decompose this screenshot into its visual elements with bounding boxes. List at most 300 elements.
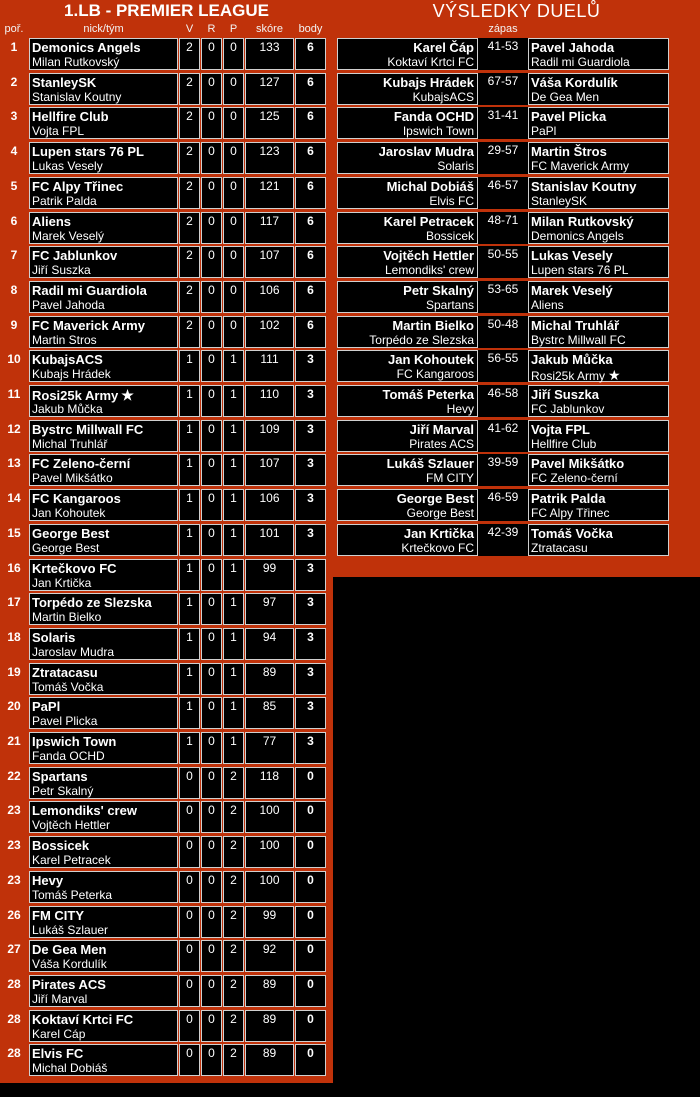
points: 0 — [307, 942, 314, 956]
home-cell — [337, 420, 478, 452]
away-team: FC Zeleno-černí — [531, 471, 618, 485]
home-player: Michal Dobiáš — [386, 179, 474, 194]
losses-cell — [223, 801, 244, 833]
losses: 0 — [230, 214, 237, 228]
away-player: Pavel Mikšátko — [531, 456, 625, 471]
team-cell — [29, 663, 178, 695]
home-player: Karel Čáp — [413, 40, 474, 55]
points-cell — [295, 697, 326, 729]
team-name: Koktaví Krtci FC — [32, 1012, 134, 1027]
score: 97 — [262, 595, 277, 609]
score-cell — [245, 559, 294, 591]
team-cell — [29, 906, 178, 938]
losses: 0 — [230, 75, 237, 89]
duel-row — [0, 454, 700, 488]
draws-cell — [201, 1044, 222, 1076]
table-row — [0, 732, 333, 766]
duel-row — [0, 281, 700, 315]
score-cell — [245, 663, 294, 695]
score-cell — [245, 940, 294, 972]
away-team: Hellfire Club — [531, 437, 597, 451]
rank: 28 — [7, 977, 21, 991]
losses-cell — [223, 836, 244, 868]
duel-score-cell — [478, 281, 528, 313]
rank: 2 — [10, 75, 18, 89]
duel-score: 42-39 — [487, 525, 519, 539]
wins-cell — [179, 871, 200, 903]
duel-score: 41-62 — [487, 421, 519, 435]
team-cell — [29, 697, 178, 729]
away-cell — [528, 177, 669, 209]
rank: 10 — [7, 352, 21, 366]
losses-cell — [223, 1010, 244, 1042]
score: 89 — [262, 665, 277, 679]
points-cell — [295, 975, 326, 1007]
duel-score-cell — [478, 385, 528, 417]
team-name: Spartans — [32, 769, 88, 784]
home-team: Pirates ACS — [409, 437, 474, 451]
home-team: FM CITY — [426, 471, 474, 485]
points-cell — [295, 906, 326, 938]
losses: 0 — [230, 109, 237, 123]
points: 3 — [307, 665, 314, 679]
wins-cell — [179, 906, 200, 938]
table-row — [0, 940, 333, 974]
header-points: body — [298, 23, 323, 35]
team-cell — [29, 836, 178, 868]
wins: 1 — [186, 699, 193, 713]
away-team: StanleySK — [531, 194, 588, 208]
points-cell — [295, 559, 326, 591]
team-name: StanleySK — [32, 75, 97, 90]
points-cell — [295, 628, 326, 660]
table-row — [0, 1010, 333, 1044]
home-player: Martin Bielko — [392, 318, 474, 333]
wins-cell — [179, 836, 200, 868]
table-row — [0, 559, 333, 593]
draws: 0 — [208, 838, 215, 852]
draws-cell — [201, 559, 222, 591]
team-cell — [29, 559, 178, 591]
team-name: FC Alpy Třinec — [32, 179, 124, 194]
away-cell — [528, 454, 669, 486]
duel-score-cell — [478, 524, 528, 556]
header-name: nick/tým — [83, 23, 124, 35]
losses-cell — [223, 940, 244, 972]
score: 106 — [259, 283, 280, 297]
away-team: Ztratacasu — [531, 541, 588, 555]
table-row — [0, 593, 333, 627]
team-name: De Gea Men — [32, 942, 107, 957]
player-name: Váša Kordulík — [32, 957, 107, 971]
score: 110 — [259, 387, 280, 401]
draws: 0 — [208, 422, 215, 436]
home-cell — [337, 107, 478, 139]
score-cell — [245, 1044, 294, 1076]
losses-cell — [223, 767, 244, 799]
points-cell — [295, 593, 326, 625]
away-cell — [528, 142, 669, 174]
table-row — [0, 975, 333, 1009]
wins: 2 — [186, 214, 193, 228]
losses: 0 — [230, 248, 237, 262]
score: 117 — [259, 214, 280, 228]
wins: 2 — [186, 283, 193, 297]
draws-cell — [201, 975, 222, 1007]
team-cell — [29, 1010, 178, 1042]
home-team: Solaris — [437, 159, 474, 173]
away-cell — [528, 107, 669, 139]
player-name: Jan Krtička — [32, 576, 92, 590]
player-name: Jiří Marval — [32, 992, 88, 1006]
home-team: Koktaví Krtci FC — [387, 55, 474, 69]
score: 107 — [259, 456, 280, 470]
draws: 0 — [208, 248, 215, 262]
rank: 4 — [10, 144, 18, 158]
points: 6 — [307, 109, 314, 123]
points: 0 — [307, 769, 314, 783]
duel-score: 29-57 — [487, 143, 519, 157]
home-cell — [337, 350, 478, 382]
score: 89 — [262, 1012, 277, 1026]
away-cell — [528, 281, 669, 313]
table-row — [0, 836, 333, 870]
score: 127 — [259, 75, 280, 89]
player-name: Martin Stros — [32, 333, 97, 347]
losses: 2 — [230, 873, 237, 887]
away-player: Milan Rutkovský — [531, 214, 634, 229]
points-cell — [295, 801, 326, 833]
team-name: Demonics Angels — [32, 40, 141, 55]
draws: 0 — [208, 144, 215, 158]
duel-score: 56-55 — [487, 351, 519, 365]
score-cell — [245, 593, 294, 625]
draws: 0 — [208, 352, 215, 366]
draws: 0 — [208, 456, 215, 470]
away-team: FC Maverick Army — [531, 159, 630, 173]
losses: 1 — [230, 699, 237, 713]
rank: 28 — [7, 1012, 21, 1026]
player-name: Martin Bielko — [32, 610, 102, 624]
wins-cell — [179, 801, 200, 833]
home-cell — [337, 385, 478, 417]
rank: 28 — [7, 1046, 21, 1060]
home-player: Jan Krtička — [403, 526, 474, 541]
wins: 0 — [186, 1046, 193, 1060]
draws: 0 — [208, 699, 215, 713]
draws-cell — [201, 836, 222, 868]
away-team: Demonics Angels — [531, 229, 624, 243]
duel-score-cell — [478, 73, 528, 105]
home-cell — [337, 38, 478, 70]
away-player: Michal Truhlář — [531, 318, 620, 333]
duel-score-cell — [478, 489, 528, 521]
points: 0 — [307, 1012, 314, 1026]
points-cell — [295, 1044, 326, 1076]
score: 99 — [262, 908, 277, 922]
wins: 0 — [186, 769, 193, 783]
duels-title: VÝSLEDKY DUELŮ — [432, 1, 601, 21]
draws-cell — [201, 940, 222, 972]
player-name: Michal Dobiáš — [32, 1061, 108, 1075]
home-cell — [337, 142, 478, 174]
duel-score: 41-53 — [487, 39, 519, 53]
duel-score-cell — [478, 316, 528, 348]
draws: 0 — [208, 873, 215, 887]
team-name: KubajsACS — [32, 352, 103, 367]
score: 100 — [259, 838, 280, 852]
points: 6 — [307, 40, 314, 54]
home-team: Spartans — [425, 298, 474, 312]
points: 6 — [307, 75, 314, 89]
player-name: Pavel Jahoda — [32, 298, 105, 312]
away-cell — [528, 524, 669, 556]
rank: 17 — [7, 595, 21, 609]
team-name: Bystrc Millwall FC — [32, 422, 144, 437]
player-name: Karel Cáp — [32, 1027, 86, 1041]
losses: 2 — [230, 942, 237, 956]
rank: 7 — [10, 248, 18, 262]
rank: 12 — [7, 422, 21, 436]
team-cell — [29, 732, 178, 764]
rank: 15 — [7, 526, 21, 540]
away-player: Vojta FPL — [531, 422, 590, 437]
points: 3 — [307, 352, 314, 366]
away-team: Bystrc Millwall FC — [531, 333, 626, 347]
player-name: Michal Truhlář — [32, 437, 108, 451]
score-cell — [245, 836, 294, 868]
points: 0 — [307, 803, 314, 817]
player-name: Stanislav Koutny — [32, 90, 122, 104]
losses: 1 — [230, 422, 237, 436]
wins: 0 — [186, 908, 193, 922]
team-name: Aliens — [32, 214, 72, 229]
home-player: Lukáš Szlauer — [386, 456, 474, 471]
points: 0 — [307, 1046, 314, 1060]
rank: 23 — [7, 873, 21, 887]
team-cell — [29, 801, 178, 833]
duel-score-cell — [478, 350, 528, 382]
away-team: Rosi25k Army ★ — [531, 367, 621, 383]
rank: 18 — [7, 630, 21, 644]
score-cell — [245, 871, 294, 903]
draws: 0 — [208, 665, 215, 679]
points-cell — [295, 663, 326, 695]
wins: 0 — [186, 838, 193, 852]
points-cell — [295, 767, 326, 799]
draws-cell — [201, 1010, 222, 1042]
points: 6 — [307, 318, 314, 332]
losses: 1 — [230, 491, 237, 505]
duel-row — [0, 524, 700, 558]
duel-score: 39-59 — [487, 455, 519, 469]
points: 3 — [307, 387, 314, 401]
losses: 0 — [230, 318, 237, 332]
losses: 1 — [230, 561, 237, 575]
duel-score-cell — [478, 177, 528, 209]
away-team: FC Jablunkov — [531, 402, 605, 416]
team-name: FC Maverick Army — [32, 318, 145, 333]
wins: 1 — [186, 352, 193, 366]
away-player: Stanislav Koutny — [531, 179, 637, 194]
points: 3 — [307, 491, 314, 505]
losses-cell — [223, 559, 244, 591]
team-name: PaPl — [32, 699, 61, 714]
wins-cell — [179, 559, 200, 591]
home-player: Petr Skalný — [403, 283, 474, 298]
team-name: Elvis FC — [32, 1046, 84, 1061]
duel-score-cell — [478, 107, 528, 139]
away-team: FC Alpy Třinec — [531, 506, 610, 520]
points: 3 — [307, 699, 314, 713]
home-cell — [337, 454, 478, 486]
home-team: George Best — [406, 506, 474, 520]
team-cell — [29, 628, 178, 660]
duel-score-cell — [478, 142, 528, 174]
rank: 3 — [10, 109, 18, 123]
away-cell — [528, 38, 669, 70]
losses-cell — [223, 663, 244, 695]
home-player: Vojtěch Hettler — [383, 248, 474, 263]
points: 6 — [307, 248, 314, 262]
duel-score: 46-58 — [487, 386, 519, 400]
home-player: Jiří Marval — [409, 422, 474, 437]
losses: 1 — [230, 526, 237, 540]
header-r: R — [207, 23, 216, 35]
draws-cell — [201, 628, 222, 660]
home-team: Torpédo ze Slezska — [369, 333, 474, 347]
score: 102 — [259, 318, 280, 332]
losses: 0 — [230, 40, 237, 54]
wins: 2 — [186, 179, 193, 193]
draws: 0 — [208, 977, 215, 991]
wins-cell — [179, 1010, 200, 1042]
score: 99 — [262, 561, 277, 575]
team-name: Bossicek — [32, 838, 90, 853]
team-name: FC Kangaroos — [32, 491, 121, 506]
team-name: Torpédo ze Slezska — [32, 595, 152, 610]
losses-cell — [223, 697, 244, 729]
home-player: Tomáš Peterka — [382, 387, 474, 402]
away-team: PaPl — [531, 124, 557, 138]
team-name: Lemondiks' crew — [32, 803, 137, 818]
score: 85 — [262, 699, 277, 713]
draws-cell — [201, 697, 222, 729]
star-icon: ★ — [121, 387, 134, 403]
draws: 0 — [208, 179, 215, 193]
points: 3 — [307, 734, 314, 748]
table-row — [0, 663, 333, 697]
wins: 1 — [186, 491, 193, 505]
points: 3 — [307, 595, 314, 609]
wins: 1 — [186, 456, 193, 470]
rank: 26 — [7, 908, 21, 922]
losses-cell — [223, 975, 244, 1007]
draws: 0 — [208, 1012, 215, 1026]
table-row — [0, 1044, 333, 1078]
duel-score: 31-41 — [487, 108, 519, 122]
away-cell — [528, 212, 669, 244]
header-score: skóre — [256, 23, 283, 35]
wins-cell — [179, 940, 200, 972]
rank: 13 — [7, 456, 21, 470]
rank: 11 — [7, 387, 21, 401]
player-name: Jan Kohoutek — [32, 506, 106, 520]
duel-score-cell — [478, 38, 528, 70]
wins: 2 — [186, 318, 193, 332]
score-cell — [245, 767, 294, 799]
draws: 0 — [208, 942, 215, 956]
player-name: Lukas Vesely — [32, 159, 103, 173]
home-player: Jan Kohoutek — [388, 352, 474, 367]
draws: 0 — [208, 387, 215, 401]
table-row — [0, 697, 333, 731]
player-name: Jaroslav Mudra — [32, 645, 115, 659]
away-team: Radil mi Guardiola — [531, 55, 630, 69]
wins-cell — [179, 732, 200, 764]
away-team: Aliens — [531, 298, 564, 312]
wins: 2 — [186, 75, 193, 89]
duel-score-cell — [478, 454, 528, 486]
draws: 0 — [208, 769, 215, 783]
score-cell — [245, 906, 294, 938]
player-name: Pavel Mikšátko — [32, 471, 113, 485]
duel-row — [0, 316, 700, 350]
duel-score-cell — [478, 212, 528, 244]
home-team: Krtečkovo FC — [401, 541, 474, 555]
draws: 0 — [208, 630, 215, 644]
home-cell — [337, 246, 478, 278]
team-name: Lupen stars 76 PL — [32, 144, 144, 159]
score: 77 — [262, 734, 277, 748]
score-cell — [245, 628, 294, 660]
score-cell — [245, 975, 294, 1007]
wins: 2 — [186, 248, 193, 262]
away-player: Lukas Vesely — [531, 248, 613, 263]
header-match: zápas — [488, 23, 518, 35]
team-cell — [29, 940, 178, 972]
score: 118 — [259, 769, 280, 783]
duel-row — [0, 385, 700, 419]
wins-cell — [179, 1044, 200, 1076]
points: 3 — [307, 526, 314, 540]
rank: 21 — [7, 734, 21, 748]
away-player: Marek Veselý — [531, 283, 613, 298]
draws: 0 — [208, 214, 215, 228]
score: 133 — [259, 40, 280, 54]
score: 106 — [259, 491, 280, 505]
duel-row — [0, 420, 700, 454]
points: 3 — [307, 561, 314, 575]
away-player: Patrik Palda — [531, 491, 606, 506]
score-cell — [245, 697, 294, 729]
draws-cell — [201, 593, 222, 625]
wins: 1 — [186, 665, 193, 679]
duel-row — [0, 212, 700, 246]
losses: 1 — [230, 630, 237, 644]
league-title: 1.LB - PREMIER LEAGUE — [64, 1, 269, 20]
points: 6 — [307, 214, 314, 228]
draws: 0 — [208, 803, 215, 817]
away-cell — [528, 385, 669, 417]
duel-row — [0, 38, 700, 72]
draws: 0 — [208, 491, 215, 505]
points: 6 — [307, 179, 314, 193]
duel-row — [0, 73, 700, 107]
team-cell — [29, 593, 178, 625]
home-player: Fanda OCHD — [393, 109, 474, 124]
draws: 0 — [208, 561, 215, 575]
